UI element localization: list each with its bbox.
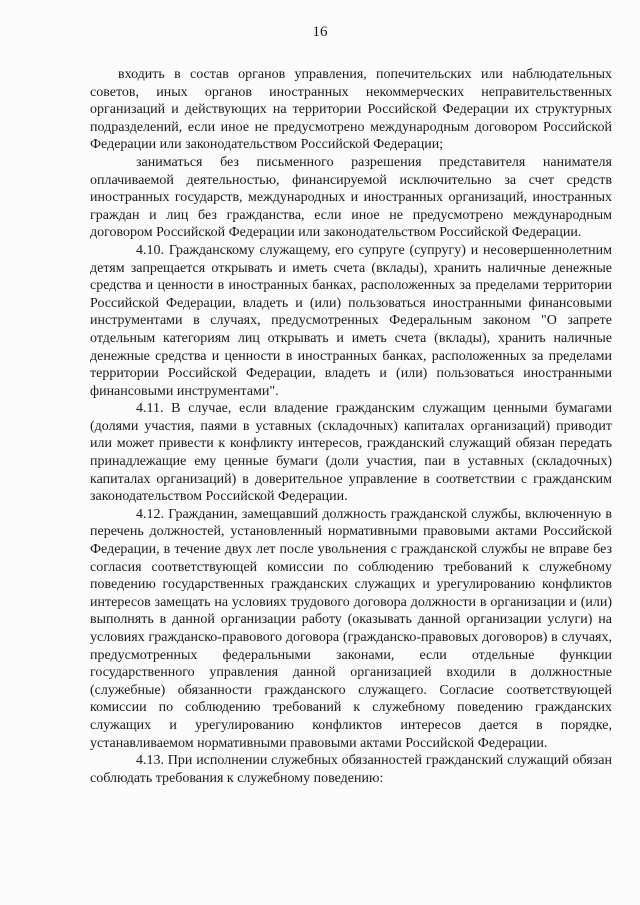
paragraph-4-10: 4.10. Гражданскому служащему, его супруге (супругу) и несовершеннолетним детям запрещается открывать и иметь счета (вклады), хранить наличные денежные средства и ценности в иностранных банках, расположенных за пределами территории Российской Федерации, владеть и (или) пользоваться иностранными финансовыми инструментами в случаях, предусмотренных Федеральным законом "О запрете отдельным категориям лиц открывать и иметь счета (вклады), хранить наличные денежные средства и ценности в иностранных банках, расположенных за пределами территории Российской Федерации, владеть и (или) пользоваться иностранными финансовыми инструментами".: [90, 242, 612, 399]
page-number: 16: [312, 24, 328, 40]
page-body: [90, 66, 612, 787]
paragraph-4-13: 4.13. При исполнении служебных обязанностей гражданский служащий обязан соблюдать требования к служебному поведению:: [90, 753, 612, 786]
paragraph-membership: входить в состав органов управления, попечительских или наблюдательных советов, иных органов иностранных некоммерческих неправительственных организаций и действующих на территории Российской Федерации их структурных подразделений, если иное не предусмотрено международным договором Российской Федерации или законодательством Российской Федерации;: [90, 67, 612, 153]
paragraph-4-12: 4.12. Гражданин, замещавший должность гражданской службы, включенную в перечень должностей, установленный нормативными правовыми актами Российской Федерации, в течение двух лет после увольнения с гражданской службы не вправе без согласия соответствующей комиссии по соблюдению требований к служебному поведению государственных гражданских служащих и урегулированию конфликтов интересов замещать на условиях трудового договора должности в организации и (или) выполнять в данной организации работу (оказывать данной организации услуги) на условиях гражданско-правового договора (гражданско-правовых договоров) в случаях, предусмотренных федеральными законами, если отдельные функции государственного управления данной организацией входили в должностные (служебные) обязанности гражданского служащего. Согласие соответствующей комиссии по соблюдению требований к служебному поведению гражданских служащих и урегулированию конфликтов интересов дается в порядке, устанавливаемом нормативными правовыми актами Российской Федерации.: [90, 506, 612, 751]
paragraph-paid-activity: заниматься без письменного разрешения представителя нанимателя оплачиваемой деятельностью, финансируемой исключительно за счет средств иностранных государств, международных и иностранных организаций, иностранных граждан и лиц без гражданства, если иное не предусмотрено международным договором Российской Федерации или законодательством Российской Федерации.: [90, 154, 612, 241]
paragraph-4-11: 4.11. В случае, если владение гражданским служащим ценными бумагами (долями участия, паями в уставных (складочных) капиталах организаций) приводит или может привести к конфликту интересов, гражданский служащий обязан передать принадлежащие ему ценные бумаги (доли участия, паи в уставных (складочных) капиталах организаций) в доверительное управление в соответствии с гражданским законодательством Российской Федерации.: [90, 401, 612, 505]
